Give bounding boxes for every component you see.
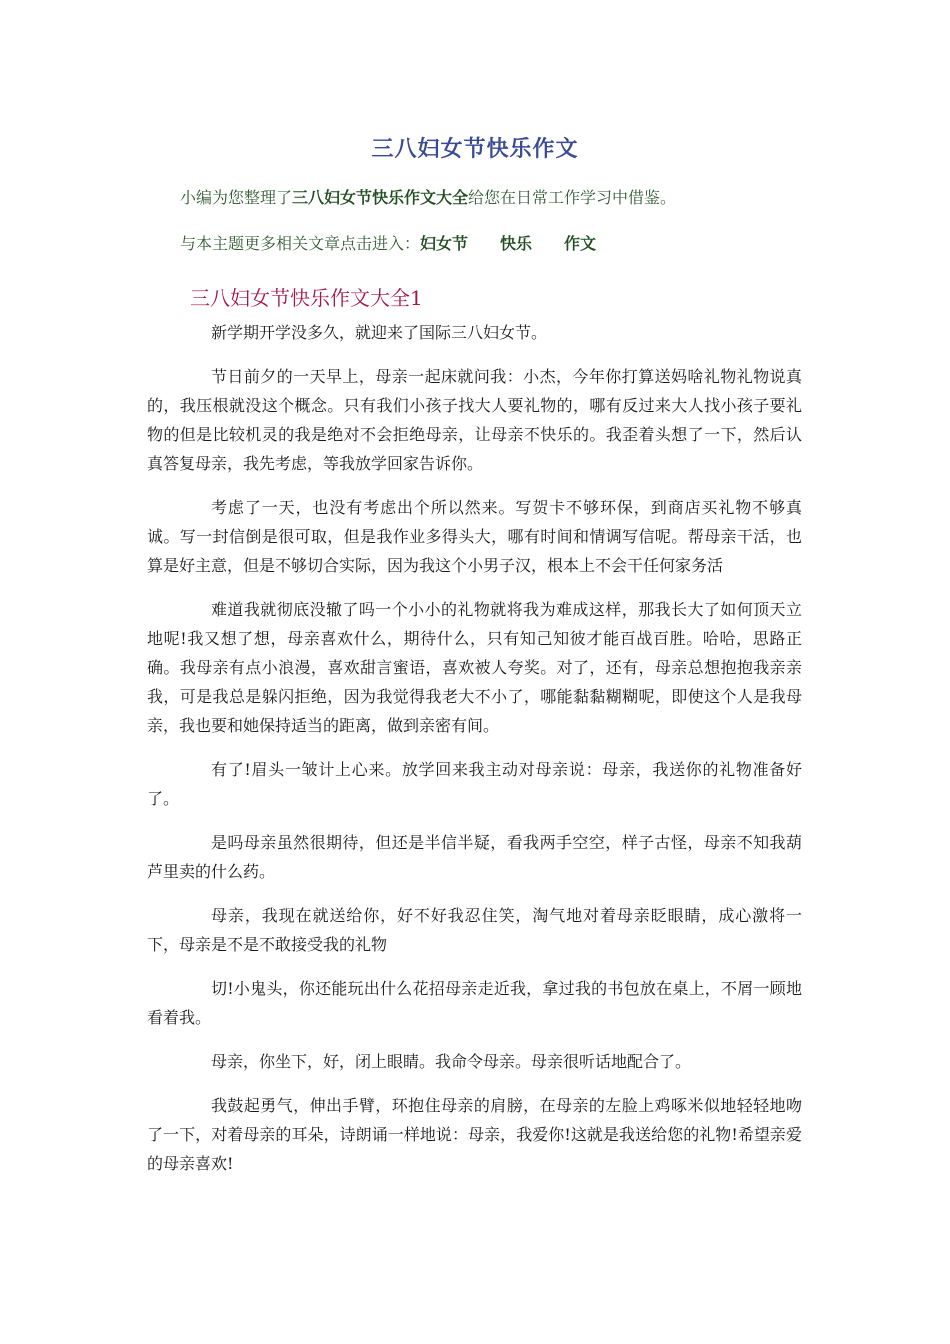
paragraph: 母亲，我现在就送给你，好不好我忍住笑，淘气地对着母亲眨眼睛，成心激将一下，母亲是不是不敢接受我的礼物 xyxy=(147,906,802,954)
related-tag-link[interactable]: 快乐 xyxy=(500,234,533,253)
paragraph: 考虑了一天，也没有考虑出个所以然来。写贺卡不够环保，到商店买礼物不够真诚。写一封信倒是很可取，但是我作业多得头大，哪有时间和情调写信呢。帮母亲干活，也算是好主意，但是不够切合实际，因为我这个小男子汉，根本上不会干任何家务活 xyxy=(147,498,802,575)
paragraph: 切!小鬼头，你还能玩出什么花招母亲走近我，拿过我的书包放在桌上，不屑一顾地看着我。 xyxy=(147,979,802,1027)
paragraph: 节日前夕的一天早上，母亲一起床就问我：小杰，今年你打算送妈啥礼物礼物说真的，我压根就没这个概念。只有我们小孩子找大人要礼物的，哪有反过来大人找小孩子要礼物的但是比较机灵的我是绝对不会拒绝母亲，让母亲不快乐的。我歪着头想了一下，然后认真答复母亲，我先考虑，等我放学回家告诉你。 xyxy=(147,367,802,473)
paragraph: 母亲，你坐下，好，闭上眼睛。我命令母亲。母亲很听话地配合了。 xyxy=(211,1052,692,1071)
related-links xyxy=(180,232,596,256)
intro-prefix: 小编为您整理了 xyxy=(180,188,293,207)
related-tag-link[interactable]: 作文 xyxy=(564,234,597,253)
section-heading: 三八妇女节快乐作文大全1 xyxy=(190,286,423,310)
paragraph: 我鼓起勇气，伸出手臂，环抱住母亲的肩膀，在母亲的左脸上鸡啄米似地轻轻地吻了一下，对着母亲的耳朵，诗朗诵一样地说：母亲，我爱你!这就是我送给您的礼物!希望亲爱的母亲喜欢! xyxy=(147,1096,802,1173)
page-title: 三八妇女节快乐作文 xyxy=(371,137,579,162)
article-body xyxy=(147,318,802,1193)
paragraph: 有了!眉头一皱计上心来。放学回来我主动对母亲说：母亲，我送你的礼物准备好了。 xyxy=(147,760,802,808)
paragraph: 新学期开学没多久，就迎来了国际三八妇女节。 xyxy=(211,323,548,342)
intro-line xyxy=(180,186,676,210)
paragraph: 是吗母亲虽然很期待，但还是半信半疑，看我两手空空，样子古怪，母亲不知我葫芦里卖的什么药。 xyxy=(147,833,802,881)
related-label: 与本主题更多相关文章点击进入： xyxy=(180,234,421,253)
intro-suffix: 给您在日常工作学习中借鉴。 xyxy=(468,188,677,207)
intro-highlight: 三八妇女节快乐作文大全 xyxy=(292,188,469,207)
related-tag-link[interactable]: 妇女节 xyxy=(420,234,469,253)
paragraph: 难道我就彻底没辙了吗一个小小的礼物就将我为难成这样，那我长大了如何顶天立地呢!我又想了想，母亲喜欢什么，期待什么，只有知己知彼才能百战百胜。哈哈，思路正确。我母亲有点小浪漫，喜欢甜言蜜语，喜欢被人夸奖。对了，还有，母亲总想抱抱我亲亲我，可是我总是躲闪拒绝，因为我觉得我老大不小了，哪能黏黏糊糊呢，即使这个人是我母亲，我也要和她保持适当的距离，做到亲密有间。 xyxy=(147,600,802,735)
